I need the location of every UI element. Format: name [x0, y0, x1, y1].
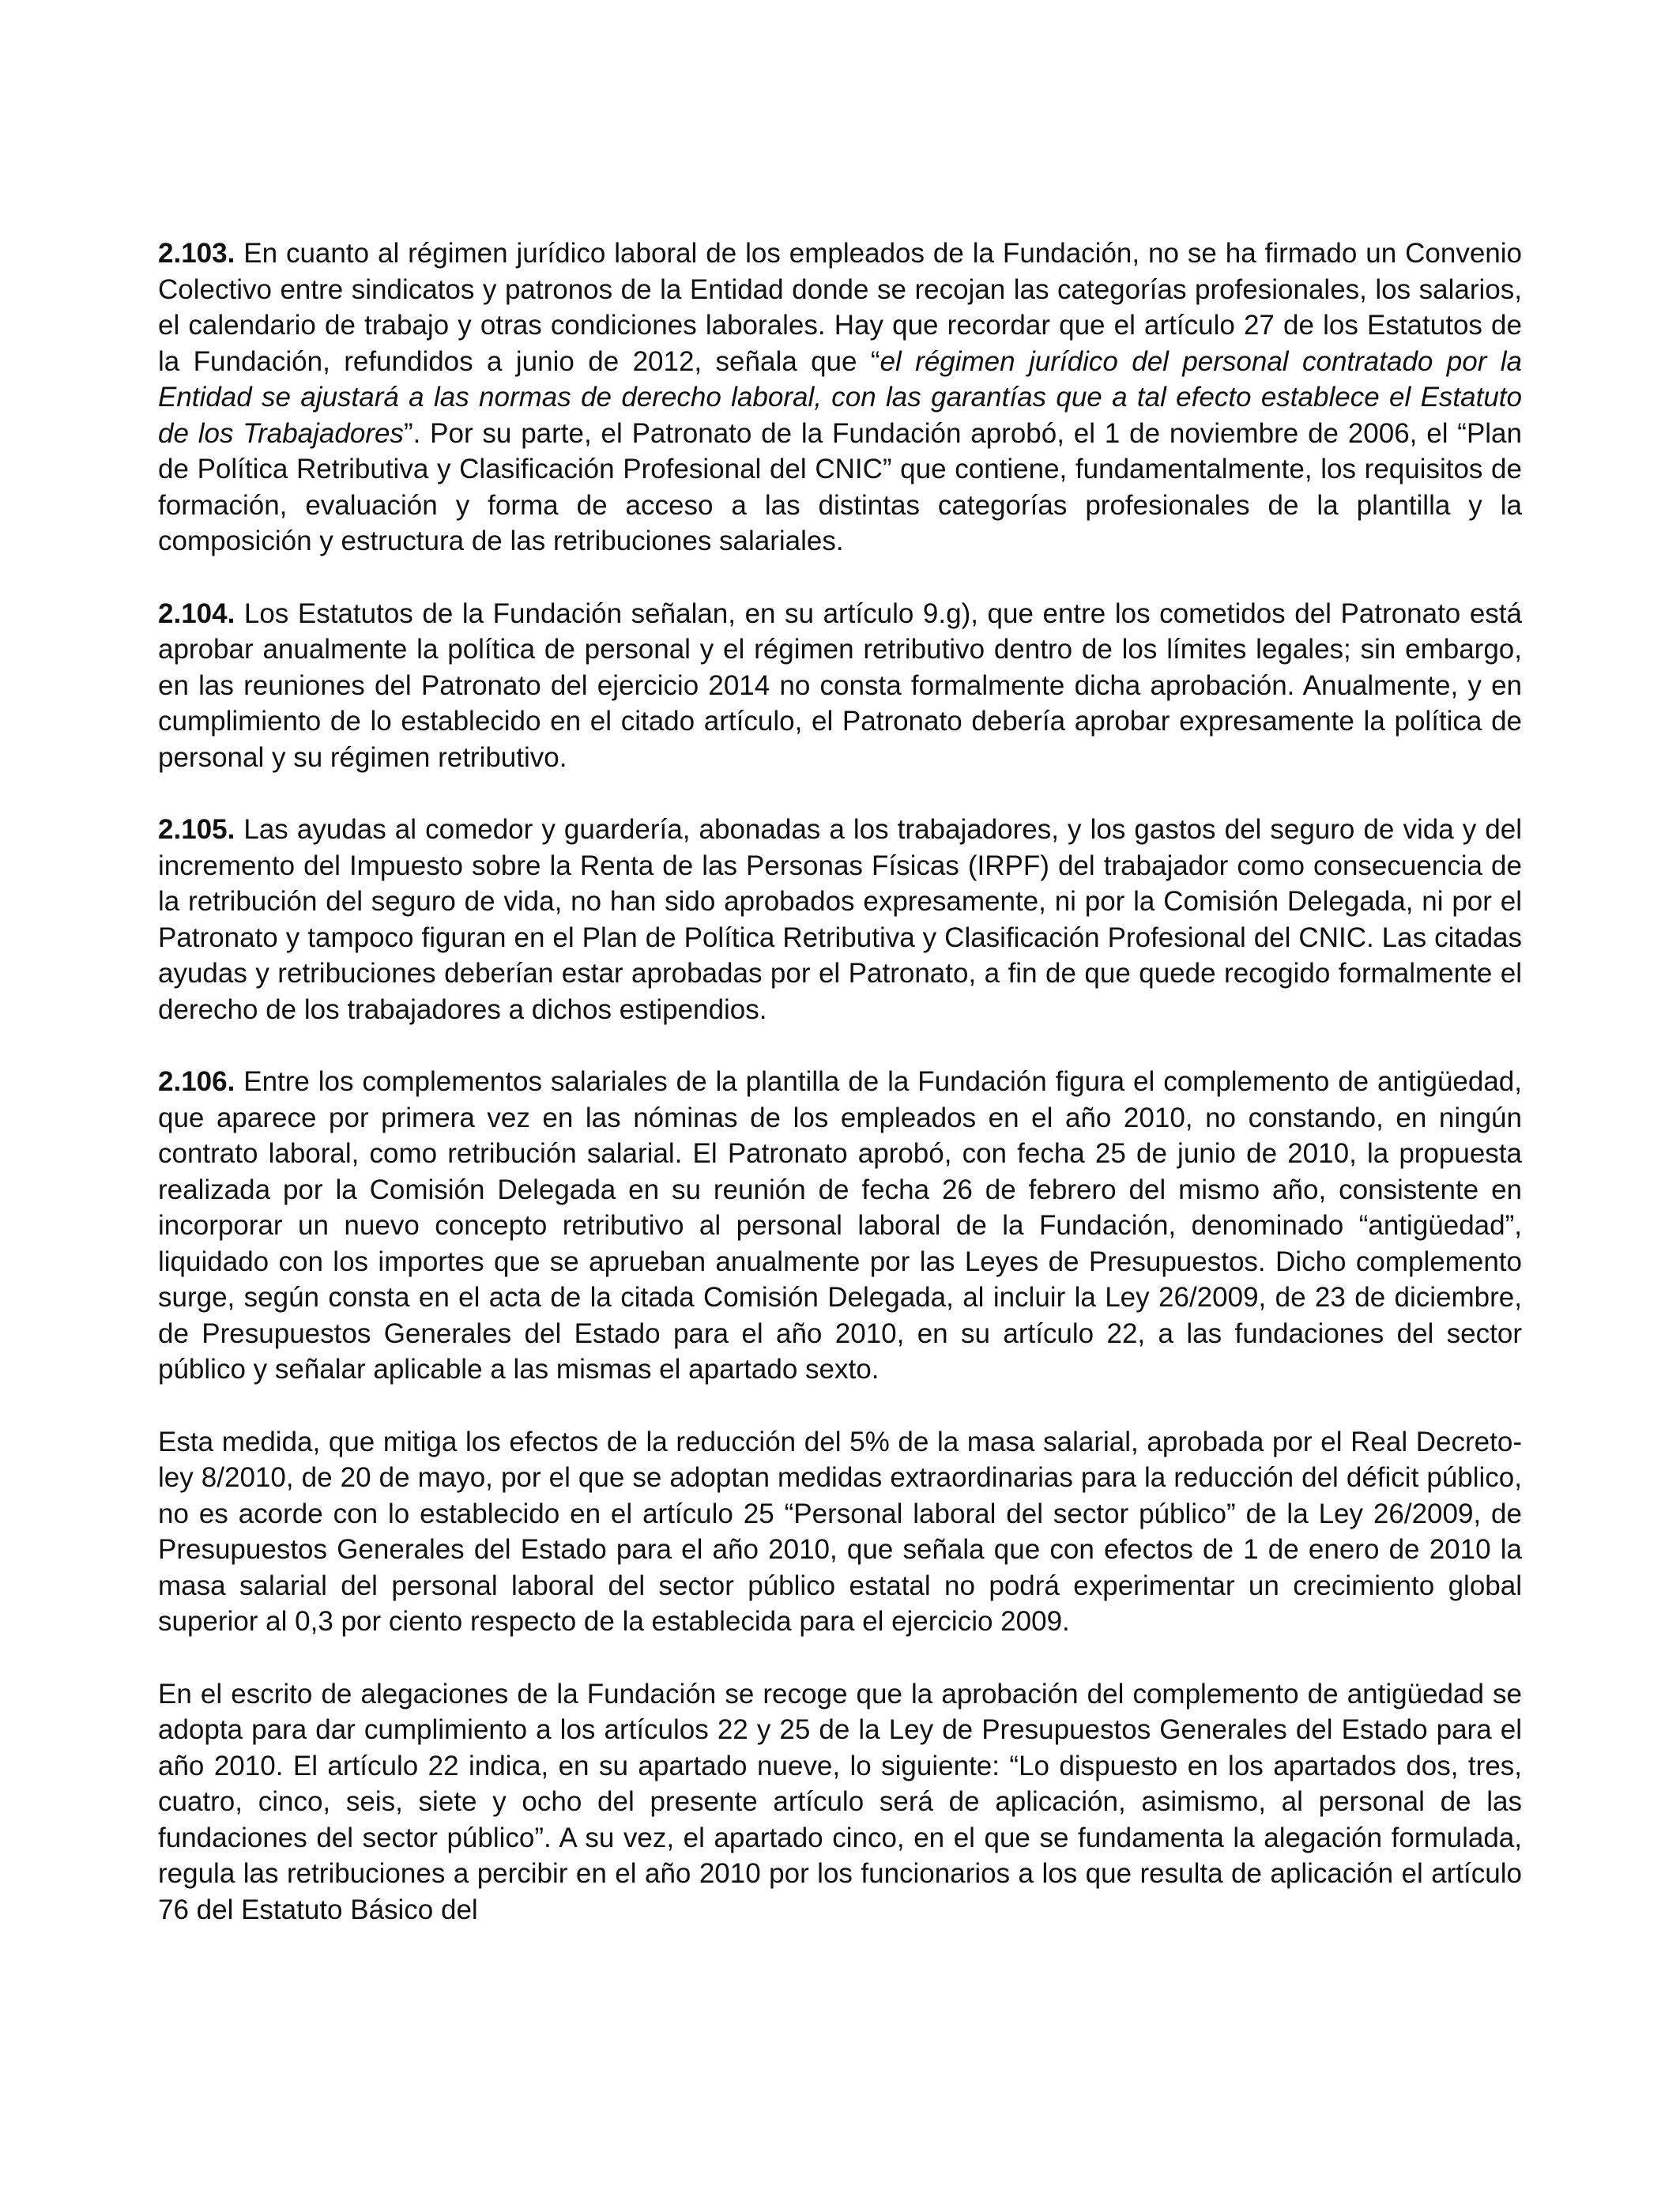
paragraph-alegaciones: [158, 1676, 1522, 1928]
paragraph-2-104: [158, 596, 1522, 776]
italic-quote: el régimen jurídico del personal contratado por la Entidad se ajustará a las normas de derecho laboral, con las garantías que a tal efecto establece el Estatuto de los Trabajadores: [158, 345, 1522, 449]
paragraph-medida: [158, 1424, 1522, 1640]
paragraph-2-103: [158, 236, 1522, 560]
paragraph-text: En el escrito de alegaciones de la Fundación se recoge que la aprobación del complemento de antigüedad se adopta para dar cumplimiento a los artículos 22 y 25 de la Ley de Presupuestos Generales del Estado para el año 2010. El artículo 22 indica, en su apartado nueve, lo siguiente: “Lo dispuesto en los apartados dos, tres, cuatro, cinco, seis, siete y ocho del presente artículo será de aplicación, asimismo, al personal de las fundaciones del sector público”. A su vez, el apartado cinco, en el que se fundamenta la alegación formulada, regula las retribuciones a percibir en el año 2010 por los funcionarios a los que resulta de aplicación el artículo 76 del Estatuto Básico del: [158, 1678, 1522, 1925]
paragraph-text: Los Estatutos de la Fundación señalan, en su artículo 9.g), que entre los cometidos del Patronato está aprobar anualmente la política de personal y el régimen retributivo dentro de los límites legales; sin embargo, en las reuniones del Patronato del ejercicio 2014 no consta formalmente dicha aprobación. Anualmente, y en cumplimiento de lo establecido en el citado artículo, el Patronato debería aprobar expresamente la política de personal y su régimen retributivo.: [158, 598, 1522, 773]
paragraph-number: 2.105.: [158, 814, 235, 845]
paragraph-number: 2.103.: [158, 238, 235, 269]
paragraph-number: 2.106.: [158, 1066, 235, 1097]
paragraph-2-106: [158, 1064, 1522, 1388]
paragraph-text: Entre los complementos salariales de la plantilla de la Fundación figura el complemento de antigüedad, que aparece por primera vez en las nóminas de los empleados en el año 2010, no constando, en ningún contrato laboral, como retribución salarial. El Patronato aprobó, con fecha 25 de junio de 2010, la propuesta realizada por la Comisión Delegada en su reunión de fecha 26 de febrero del mismo año, consistente en incorporar un nuevo concepto retributivo al personal laboral de la Fundación, denominado “antigüedad”, liquidado con los importes que se aprueban anualmente por las Leyes de Presupuestos. Dicho complemento surge, según consta en el acta de la citada Comisión Delegada, al incluir la Ley 26/2009, de 23 de diciembre, de Presupuestos Generales del Estado para el año 2010, en su artículo 22, a las fundaciones del sector público y señalar aplicable a las mismas el apartado sexto.: [158, 1066, 1522, 1385]
paragraph-text: Esta medida, que mitiga los efectos de la reducción del 5% de la masa salarial, aprobada por el Real Decreto-ley 8/2010, de 20 de mayo, por el que se adoptan medidas extraordinarias para la reducción del déficit público, no es acorde con lo establecido en el artículo 25 “Personal laboral del sector público” de la Ley 26/2009, de Presupuestos Generales del Estado para el año 2010, que señala que con efectos de 1 de enero de 2010 la masa salarial del personal laboral del sector público estatal no podrá experimentar un crecimiento global superior al 0,3 por ciento respecto de la establecida para el ejercicio 2009.: [158, 1426, 1522, 1637]
paragraph-text: ”. Por su parte, el Patronato de la Fundación aprobó, el 1 de noviembre de 2006, el “Plan de Política Retributiva y Clasificación Profesional del CNIC” que contiene, fundamentalmente, los requisitos de formación, evaluación y forma de acceso a las distintas categorías profesionales de la plantilla y la composición y estructura de las retribuciones salariales.: [158, 417, 1522, 556]
paragraph-2-105: [158, 812, 1522, 1027]
paragraph-text: Las ayudas al comedor y guardería, abonadas a los trabajadores, y los gastos del seguro de vida y del incremento del Impuesto sobre la Renta de las Personas Físicas (IRPF) del trabajador como consecuencia de la retribución del seguro de vida, no han sido aprobados expresamente, ni por la Comisión Delegada, ni por el Patronato y tampoco figuran en el Plan de Política Retributiva y Clasificación Profesional del CNIC. Las citadas ayudas y retribuciones deberían estar aprobadas por el Patronato, a fin de que quede recogido formalmente el derecho de los trabajadores a dichos estipendios.: [158, 814, 1522, 1025]
paragraph-number: 2.104.: [158, 598, 235, 629]
paragraph-text: En cuanto al régimen jurídico laboral de los empleados de la Fundación, no se ha firmado un Convenio Colectivo entre sindicatos y patronos de la Entidad donde se recojan las categorías profesionales, los salarios, el calendario de trabajo y otras condiciones laborales. Hay que recordar que el artículo 27 de los Estatutos de la Fundación, refundidos a junio de 2012, señala que “: [158, 238, 1522, 377]
